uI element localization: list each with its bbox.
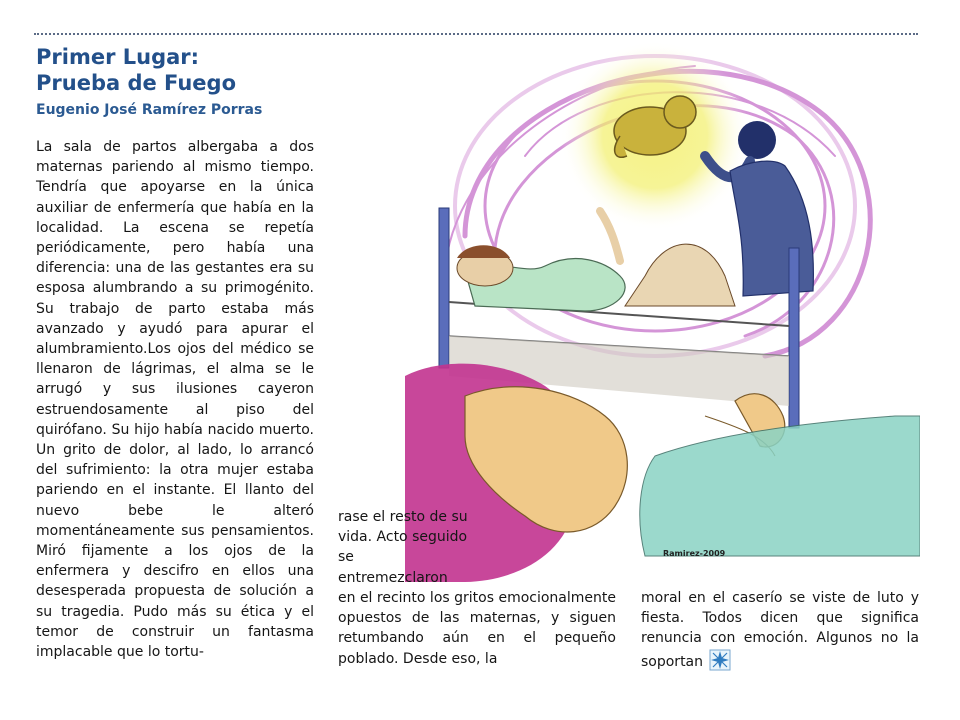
- artist-signature: Ramirez-2009: [663, 549, 726, 558]
- top-dotted-rule: [34, 33, 918, 35]
- blanket: [640, 416, 920, 556]
- article-column-mid: en el recinto los gritos emocionalmente opuestos de las maternas, y siguen retumbando aún en el pequeño poblado. Desde eso, la: [338, 590, 616, 667]
- article-column-left: La sala de partos albergaba a dos maternas pariendo al mismo tiempo. Tendría que apoyarse en la única auxiliar de enfermería que había en la localidad. La escena se repetía periódicamente, pero había una diferencia: una de las gestantes era su esposa alumbrando a su primogénito. Su trabajo de parto estaba más avanzado y ayudó para apurar el alumbramiento.Los ojos del médico se llenaron de lágrimas, el alma se le arrugó y sus ilusiones cayeron estruendosamente al piso del quirófano. Su hijo había nacido muerto. Un grito de dolor, al lado, lo arrancó del sufrimiento: la otra mujer estaba pariendo en el instante. El llanto del nuevo bebe le alteró momentáneamente sus pensamientos. Miró fijamente a los ojos de la enfermera y descifro en ellos una desesperada propuesta de solución a su tragedia. Pudo más su ética y el temor de construir un fantasma implacable que lo tortu-: [36, 139, 314, 661]
- illustration-drawing: [405, 36, 920, 582]
- title-line-2: Prueba de Fuego: [36, 71, 236, 95]
- star-end-mark-icon: [709, 649, 731, 677]
- article-column-right: [641, 588, 919, 677]
- article-author: Eugenio José Ramírez Porras: [36, 102, 263, 118]
- article-column-right-text: moral en el caserío se viste de luto y fiesta. Todos dicen que significa renuncia con emoción. Algunos no la soportan: [641, 590, 919, 670]
- title-line-1: Primer Lugar:: [36, 45, 200, 69]
- story-illustration: [405, 36, 920, 582]
- article-title: [36, 44, 236, 96]
- article-column-mid-top: rase el resto de su vida. Acto seguido se entremezclaron: [338, 509, 468, 586]
